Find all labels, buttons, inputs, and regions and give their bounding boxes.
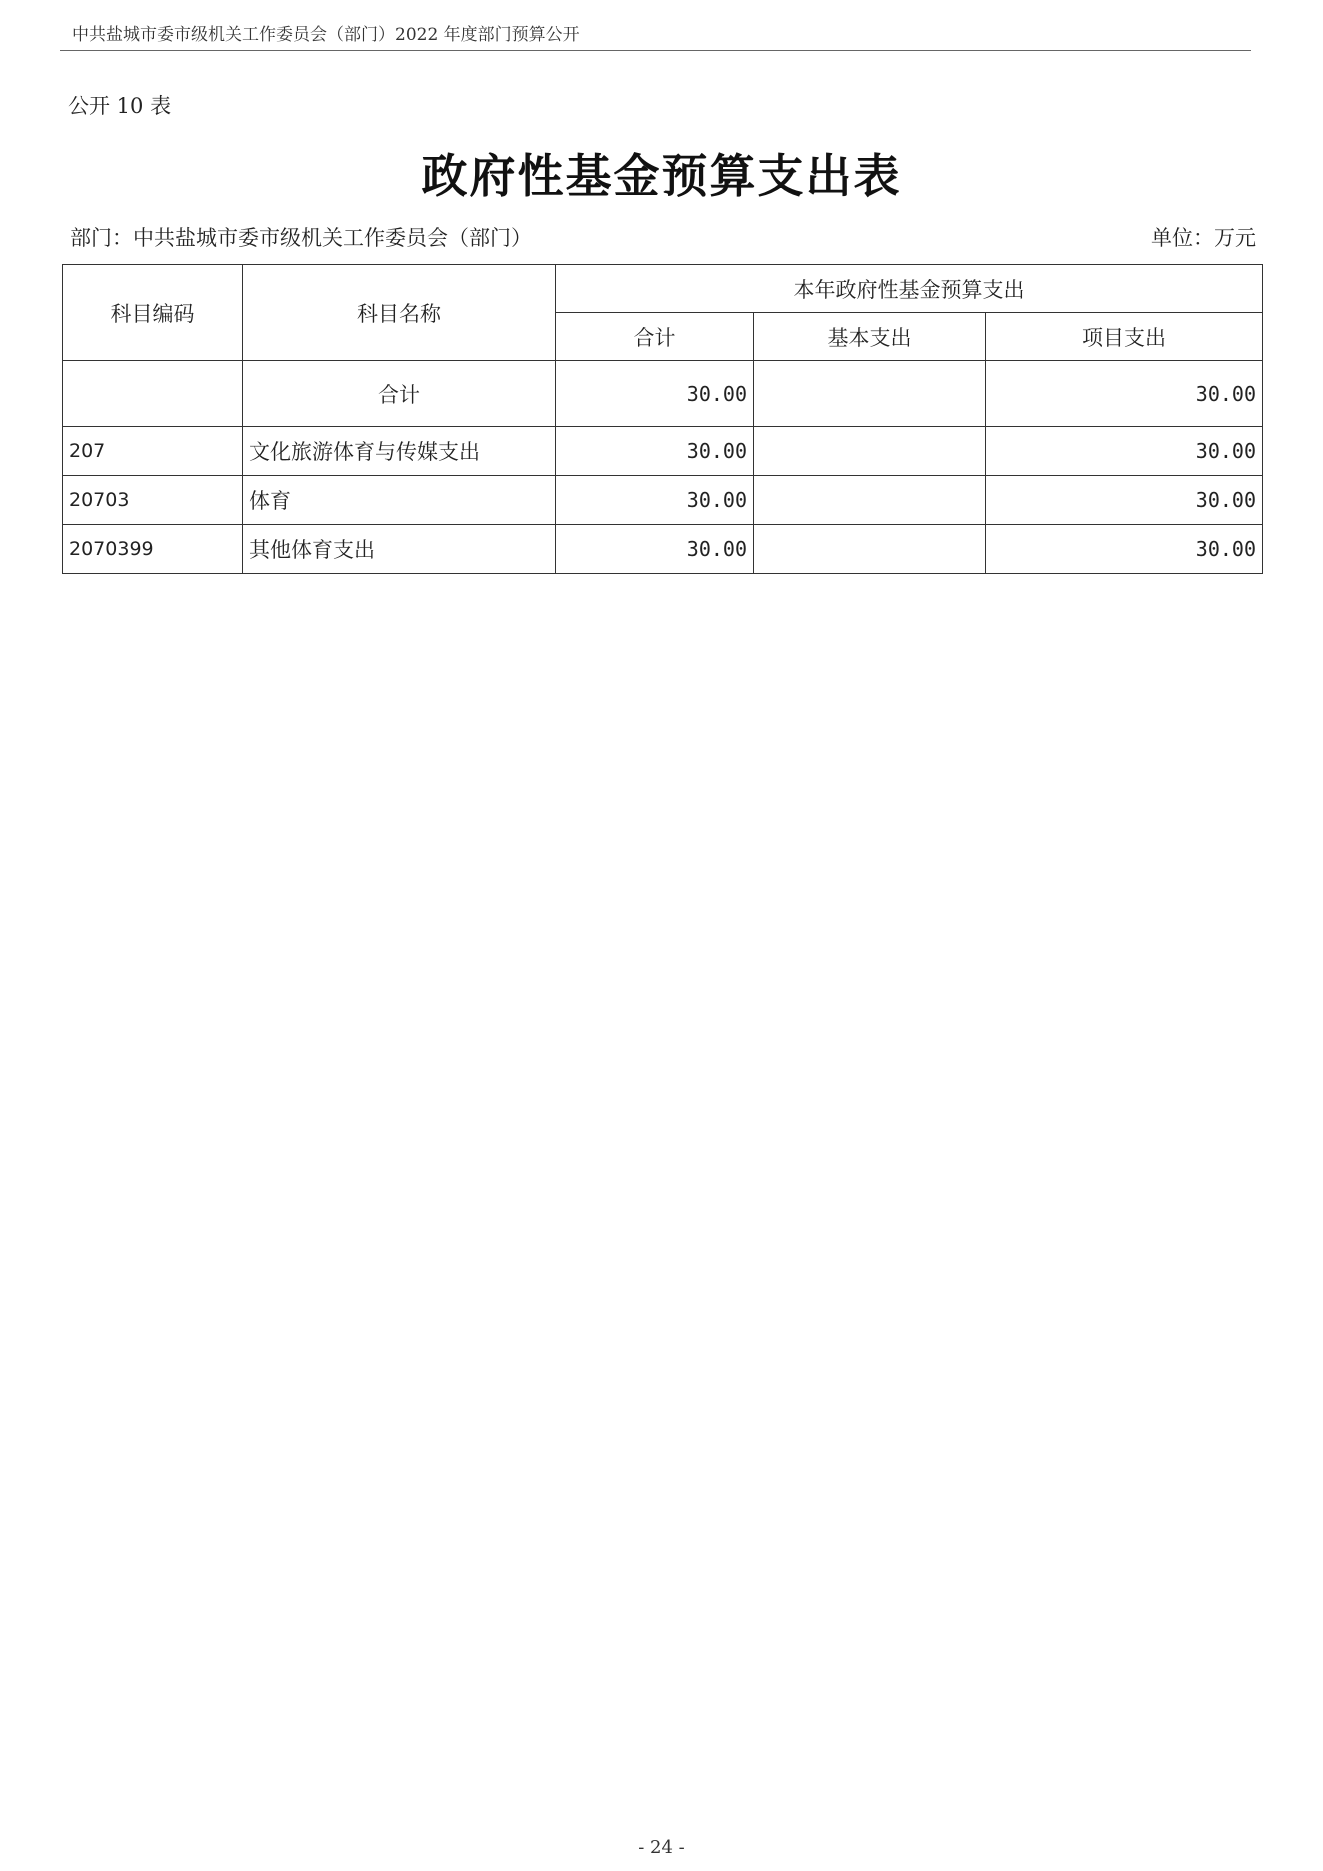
row-code: 20703 xyxy=(63,476,243,525)
header-row xyxy=(63,265,1263,313)
row-name: 体育 xyxy=(243,476,556,525)
row-project: 30.00 xyxy=(986,476,1263,525)
table-row xyxy=(63,525,1263,574)
row-basic xyxy=(754,361,986,427)
row-basic xyxy=(754,525,986,574)
row-total: 30.00 xyxy=(556,361,754,427)
row-project: 30.00 xyxy=(986,427,1263,476)
table-row-total xyxy=(63,361,1263,427)
page-number: - 24 - xyxy=(638,1837,685,1858)
row-code: 2070399 xyxy=(63,525,243,574)
header-project: 项目支出 xyxy=(986,313,1263,361)
row-code: 207 xyxy=(63,427,243,476)
header-code: 科目编码 xyxy=(63,265,243,361)
table-row xyxy=(63,476,1263,525)
row-name: 文化旅游体育与传媒支出 xyxy=(243,427,556,476)
department-label: 部门：中共盐城市委市级机关工作委员会（部门） xyxy=(70,226,532,250)
row-name: 其他体育支出 xyxy=(243,525,556,574)
header-basic: 基本支出 xyxy=(754,313,986,361)
row-basic xyxy=(754,427,986,476)
header-total: 合计 xyxy=(556,313,754,361)
running-header: 中共盐城市委市级机关工作委员会（部门）2022 年度部门预算公开 xyxy=(72,25,580,45)
row-basic xyxy=(754,476,986,525)
table-number: 公开 10 表 xyxy=(68,94,172,118)
table-row xyxy=(63,427,1263,476)
row-total: 30.00 xyxy=(556,427,754,476)
row-project: 30.00 xyxy=(986,361,1263,427)
unit-label: 单位：万元 xyxy=(1151,226,1256,250)
row-total: 30.00 xyxy=(556,476,754,525)
row-name: 合计 xyxy=(243,361,556,427)
page-title: 政府性基金预算支出表 xyxy=(421,149,902,203)
header-group: 本年政府性基金预算支出 xyxy=(556,265,1263,313)
row-total: 30.00 xyxy=(556,525,754,574)
row-project: 30.00 xyxy=(986,525,1263,574)
budget-table xyxy=(62,264,1263,574)
row-code xyxy=(63,361,243,427)
header-rule xyxy=(60,50,1251,51)
header-name: 科目名称 xyxy=(243,265,556,361)
